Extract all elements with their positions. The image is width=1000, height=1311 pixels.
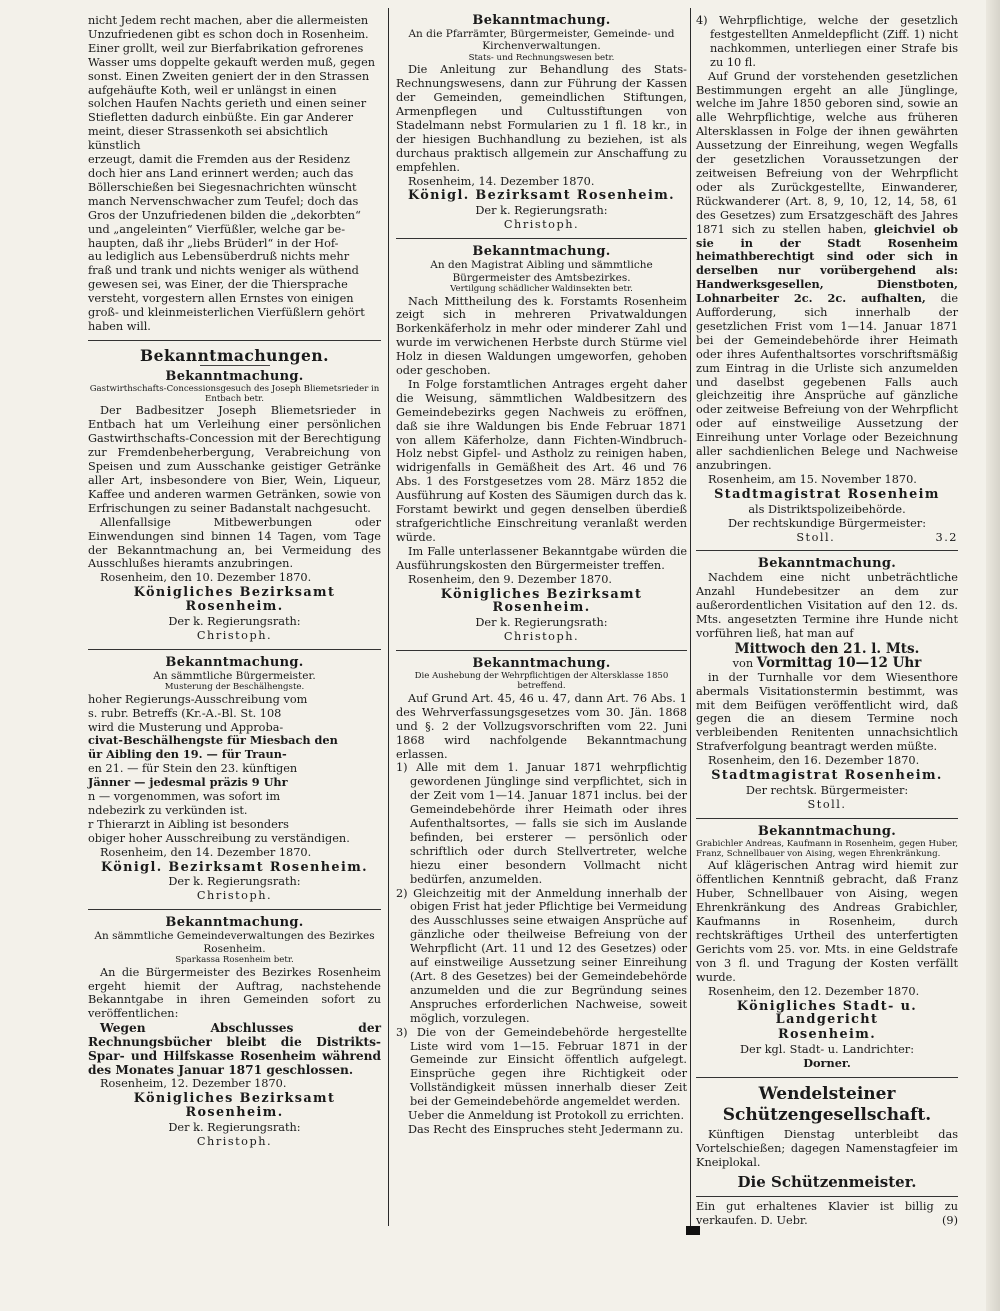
text-line: wird die Musterung und Approba- <box>88 720 284 734</box>
notice-official: Der k. Regierungsrath: <box>168 1120 301 1134</box>
notice-forest-insects <box>396 245 687 644</box>
notice-signature: Christoph. <box>196 628 273 642</box>
ad-shooting-club <box>696 1084 958 1193</box>
notice-emphasis <box>696 654 958 671</box>
notice-official: Der k. Regierungsrath: <box>475 204 608 218</box>
notice-date: Rosenheim, den 14. Dezember 1870. <box>100 845 312 859</box>
notice-dogs <box>696 557 958 811</box>
text-line: obiger hoher Ausschreibung zu verständigen. <box>88 831 350 845</box>
page-edge <box>986 0 1000 1311</box>
ad-number: (9) <box>941 1213 958 1227</box>
notice-subject: Sparkassa Rosenheim betr. <box>175 955 294 966</box>
text-line: Gros der Unzufriedenen bilden die „dekorbten“ <box>88 208 361 222</box>
notice-accounting <box>396 14 687 232</box>
notice-signature <box>696 531 958 545</box>
text-line: haupten, daß ihr „liebs Brüderl“ in der Hof- <box>88 236 339 250</box>
notice-title: Bekanntmachung. <box>472 244 611 260</box>
notice-body: Wegen Abschlusses der Rechnungsbücher bleibt die Distrikts-Spar- und Hilfskasse Rosenheim während des Monates Januar 1871 geschlossen. <box>88 1021 381 1078</box>
text-line: und „angeleinten“ Vierfüßler, welche gar be- <box>88 222 346 236</box>
text-line: groß- und kleinmeisterlichen Vierfüßlern gehört <box>88 306 365 320</box>
notice-authority: Königliches Stadt- u. Landgericht <box>736 998 918 1028</box>
list-item: 2) Gleichzeitig mit der Anmeldung innerhalb der obigen Frist hat jeder Pflichtige bei Vermeidung des Ausschlusses seine etwaigen Ansprüche auf gänzliche oder theilweise Befreiung von der Wehrpflicht (Art. 11 und 12 des Gesetzes) oder auf einstweilige Aussetzung seiner Einreihung (Art. 8 des Gesetzes) bei der Gemeindebehörde anzumelden und die zur Begründung seines Anspruches erforderlichen Nachweise, soweit möglich, vorzulegen. <box>396 886 687 1025</box>
notice-subject: Gastwirthschafts-Concessionsgesuch des Joseph Bliemetsrieder in Entbach betr. <box>89 383 380 405</box>
text-line: en 21. — für Stein den 23. künftigen <box>88 762 298 776</box>
notice-body-part: Auf Grund der vorstehenden gesetzlichen Bestimmungen ergeht an alle Jünglinge, welche im Jahre 1850 geboren sind, sowie an alle Wehrpflichtige, welche aus früheren Altersklassen in Folge der ihnen gewährten Aussetzung der Einreihung, wegen Wegfalls der gesetzlichen Voraussetzungen der zeitweisen Befreiung von der Wehrpflicht oder als Zurückgestellte, Einwanderer, Rückwanderer (Art. 8, 9, 10, 12, 14, 58, 61 des Gesetzes) zum Ersatzgeschäft des Jahres 1871 sich zu stellen haben, <box>696 69 958 236</box>
notice-body: Im Falle unterlassener Bekanntgabe würden die Ausführungskosten den Bürgermeister treffen. <box>396 544 687 572</box>
notice-conscription <box>396 657 687 1137</box>
separator <box>696 1196 958 1197</box>
ad-title: Wendelsteiner Schützengesellschaft. <box>722 1084 932 1126</box>
notice-title: Bekanntmachung. <box>757 823 897 839</box>
ad-piano-text: Ein gut erhaltenes Klavier ist billig zu verkaufen. D. Uebr. <box>696 1199 958 1227</box>
text-line: n — vorgenommen, was sofort im <box>88 790 281 804</box>
column-2 <box>396 14 687 1137</box>
column-1 <box>88 14 381 1151</box>
text-line: Unzufriedenen gibt es schon doch in Rosenheim. <box>88 27 369 41</box>
notice-body: Nachdem eine nicht unbeträchtliche Anzahl Hundebesitzer an dem zur außerordentlichen Visitation auf den 12. ds. Mts. angesetzten Termine ihre Hunde nicht vorführen ließ, hat man auf <box>696 571 958 640</box>
notice-title: Bekanntmachung. <box>165 915 304 931</box>
notice-body-part: die Aufforderung, sich innerhalb der gesetzlichen Frist vom 1—14. Januar 1871 bei der Gemeindebehörde ihrer Heimath oder ihres Aufenthaltsortes vorschriftsmäßig zum Eintrag in die Urliste sich anzumelden und daselbst gegebenen Falls auch gleichzeitig ihre Ansprüche auf gänzliche oder zeitweise Befreiung von der Wehrpflicht oder auf einstweilige Aussetzung der Einreihung unter Vorlage oder Bezeichnung aller sachdienlichen Belege und Nachweise anzubringen. <box>696 292 958 472</box>
text-line: doch hier ans Land erinnert werden; auch das <box>88 166 354 180</box>
text-line: hoher Regierungs-Ausschreibung vom <box>88 692 308 706</box>
notice-date: Rosenheim, den 16. Dezember 1870. <box>708 754 920 768</box>
notice-authority: Stadtmagistrat Rosenheim. <box>711 768 943 784</box>
notice-court <box>696 825 958 1071</box>
text-line: ür Aibling den 19. — für Traun- <box>88 747 287 762</box>
text-line: Böllerschießen bei Siegesnachrichten wünscht <box>88 180 357 194</box>
notice-date: Rosenheim, am 15. November 1870. <box>708 472 917 486</box>
notice-official: Der k. Regierungsrath: <box>475 616 608 630</box>
text-line: s. rubr. Betreffs (Kr.-A.-Bl. St. 108 <box>88 706 282 720</box>
separator <box>396 650 687 651</box>
section-title: Bekanntmachungen. <box>140 345 329 365</box>
notice-title: Bekanntmachung. <box>472 656 611 672</box>
text-line: Stiefletten dadurch einbüßte. Ein gar Anderer <box>88 111 354 125</box>
emphasis-time: Vormittag 10—12 Uhr <box>756 654 922 671</box>
notice-authority: Königl. Bezirksamt Rosenheim. <box>407 188 676 204</box>
notice-authority: Rosenheim. <box>777 1027 877 1043</box>
ad-text <box>696 1200 958 1228</box>
notice-subject: Die Aushebung der Wehrpflichtigen der Altersklasse 1850 betreffend. <box>414 671 669 692</box>
notice-subject: Vertilgung schädlicher Waldinsekten betr. <box>450 284 633 295</box>
notice-authority: Königl. Bezirksamt Rosenheim. <box>100 859 369 875</box>
text-line: aufgehäufte Koth, weil er unlängst in einen <box>88 83 337 97</box>
ad-signature: Die Schützenmeister. <box>737 1172 917 1191</box>
notice-signature: Christoph. <box>196 889 273 903</box>
notice-authority-sub: als Distriktspolizeibehörde. <box>748 502 906 516</box>
notice-title: Bekanntmachung. <box>757 556 897 572</box>
notice-addressee: An sämmtliche Bürgermeister. <box>153 669 316 682</box>
notice-date: Rosenheim, den 12. Dezember 1870. <box>708 984 920 998</box>
text-line: civat-Beschälhengste für Miesbach den <box>88 733 338 748</box>
notice-body: An die Bürgermeister des Bezirkes Rosenheim ergeht hiemit der Auftrag, nachstehende Bekanntgabe in ihren Gemeinden sofort zu veröffentlichen: <box>88 965 381 1021</box>
notice-body: Auf Grund Art. 45, 46 u. 47, dann Art. 76 Abs. 1 des Wehrverfassungsgesetzes vom 30. Jän. 1868 und §. 2 der Vollzugsvorschriften vom 22. Juni 1868 wird nachfolgende Bekanntmachung erlassen. <box>396 691 687 761</box>
notice-body: Auf klägerischen Antrag wird hiemit zur öffentlichen Kenntniß gebracht, daß Franz Huber, Schnellbauer von Aising, wegen Ehrenkränkung des Andreas Grabichler, Kaufmanns in Rosenheim, durch rechtskräftiges Urtheil des unterfertigten Gerichts vom 25. vor. Mts. in eine Geldstrafe von 3 fl. und Tragung der Kosten verfällt wurde. <box>696 859 958 984</box>
notice-signature: Dorner. <box>803 1056 851 1071</box>
notice-authority: Königliches Bezirksamt Rosenheim. <box>440 586 643 616</box>
text-line: fraß und trank und nichts weniger als wüthend <box>88 264 359 278</box>
notice-body: Die Anleitung zur Behandlung des Stats- Rechnungswesens, dann zur Führung der Kassen der Gemeinden, gemeindlichen Stiftungen, Armenpflegen und Cultusstiftungen von Stadelmann nebst Formularien zu 1 fl. 18 kr., in der hiesigen Buchhandlung zu beziehen, ist als durchaus praktisch allgemein zur Anschaffung zu empfehlen. <box>396 63 687 174</box>
separator <box>696 1077 958 1078</box>
column-3 <box>696 14 958 1228</box>
notice-savings-bank <box>88 916 381 1148</box>
column-rule <box>690 8 691 1226</box>
notice-subject: Grabichler Andreas, Kaufmann in Rosenheim, gegen Huber, Franz, Schnellbauer von Aising, wegen Ehrenkränkung. <box>696 838 958 860</box>
notice-date: Rosenheim, den 9. Dezember 1870. <box>408 572 613 586</box>
notice-signature: Stoll. <box>807 797 847 811</box>
notice-body: Allenfallsige Mitbewerbungen oder Einwendungen sind binnen 14 Tagen, vom Tage der Bekanntmachung an, bei Vermeidung des Ausschlußes hieramts anzubringen. <box>88 515 381 571</box>
text-line: ndebezirk zu verkünden ist. <box>88 803 248 817</box>
separator <box>696 818 958 819</box>
notice-body: Ueber die Anmeldung ist Protokoll zu errichten. <box>408 1109 685 1123</box>
separator <box>88 909 381 910</box>
emphasis-prefix: von <box>732 656 754 670</box>
text-line: meint, dieser Strassenkoth sei absichtlich künstlich <box>88 125 329 153</box>
text-line: versteht, vorgestern allen Ernstes von einigen <box>88 292 354 306</box>
notice-body: Das Recht des Einspruches steht Jedermann zu. <box>408 1122 684 1136</box>
column-rule <box>388 8 389 1226</box>
list-item: 3) Die von der Gemeindebehörde hergestellte Liste wird vom 1—15. Februar 1871 in der Gemeinde zur Einsicht öffentlich aufgelegt. Einsprüche gegen ihre Richtigkeit oder Vollständigkeit müssen innerhalb dieser Zeit bei der Gemeindebehörde angemeldet werden. <box>396 1025 687 1109</box>
notice-date: Rosenheim, 14. Dezember 1870. <box>408 174 595 188</box>
ad-piano <box>696 1200 958 1228</box>
notice-signature: Christoph. <box>503 218 580 232</box>
notice-emphasis: Mittwoch den 21. l. Mts. <box>734 640 920 657</box>
list-item: 4) Wehrpflichtige, welche der gesetzlich festgestellten Anmeldepflicht (Ziff. 1) nicht nachkommen, unterliegen einer Strafe bis zu 10 fl. <box>696 14 958 69</box>
notice-signature: Christoph. <box>196 1134 273 1148</box>
notice-subject: Stats- und Rechnungswesen betr. <box>468 52 615 63</box>
text-line: sonst. Einen Zweiten geniert der in den Strassen <box>88 69 370 83</box>
notice-body: In Folge forstamtlichen Antrages ergeht daher die Weisung, sämmtlichen Waldbesitzern des Gemeindebezirks gegen Nachweis zu eröffnen, daß sie ihre Waldungen bis Ende Februar 1871 von allem Käferholze, dann Fichten-Windbruch-Holz nebst Gipfel- und Astholz zu reinigen haben, widrigenfalls in Gemäßheit des Art. 46 und 76 Abs. 1 des Forstgesetzes vom 28. März 1852 die Ausführung auf Kosten des Säumigen durch das k. Forstamt bewirkt und gegen denselben überdieß strafgerichtliche Einschreitung veranlaßt werden würde. <box>396 377 687 544</box>
text-line: au lediglich aus Lebensüberdruß nichts mehr <box>88 250 350 264</box>
notice-authority: Königliches Bezirksamt Rosenheim. <box>133 585 336 615</box>
ad-body: Künftigen Dienstag unterbleibt das Vortelschießen; dagegen Namenstagfeier im Kneiplokal. <box>696 1128 958 1169</box>
notice-addressee: An die Pfarrämter, Bürgermeister, Gemeinde- und Kirchenverwaltungen. <box>408 27 675 53</box>
text-line: Einer grollt, weil zur Bierfabrikation gefrorenes <box>88 41 364 55</box>
reference-number: 3.2 <box>935 530 958 544</box>
separator <box>88 649 381 650</box>
text-line: Wasser ums doppelte gekauft werden muß, gegen <box>88 55 376 69</box>
notice-signature: Christoph. <box>503 630 580 644</box>
text-line: Jänner — jedesmal präzis 9 Uhr <box>88 775 288 790</box>
notice-date: Rosenheim, 12. Dezember 1870. <box>100 1077 287 1091</box>
text-line: nicht Jedem recht machen, aber die allermeisten <box>88 14 369 27</box>
notice-official: Der k. Regierungsrath: <box>168 615 301 629</box>
text-line: solchen Haufen Nachts gerieth und einen seiner <box>88 97 367 111</box>
notice-authority: Stadtmagistrat Rosenheim <box>714 486 940 502</box>
notice-body <box>696 70 958 473</box>
article-continuation <box>88 14 381 334</box>
notice-date: Rosenheim, den 10. Dezember 1870. <box>100 571 312 585</box>
notice-addressee: An den Magistrat Aibling und sämmtliche Bürgermeister des Amtsbezirkes. <box>430 259 653 284</box>
notice-title: Bekanntmachung. <box>472 13 611 28</box>
notice-official: Der k. Regierungsrath: <box>168 875 301 889</box>
notice-conscription-continued <box>696 14 958 544</box>
notice-addressee: An sämmtliche Gemeindeverwaltungen des Bezirkes Rosenheim. <box>94 930 375 955</box>
text-line: manch Nervenschwacher zum Teufel; doch das <box>88 194 359 208</box>
notice-concession <box>88 370 381 643</box>
separator <box>696 550 958 551</box>
list-item: 1) Alle mit dem 1. Januar 1871 wehrpflichtig gewordenen Jünglinge sind verpflichtet, sich in der Zeit vom 1—14. Januar 1871 inclus. bei der Gemeindebehörde ihrer Heimath oder ihres Aufenthaltsortes, — falls sie sich im Auslande befinden, bei ersterer — persönlich oder schriftlich oder durch Stellvertreter, welche hiezu einer besondern Vollmacht nicht bedürfen, anzumelden. <box>396 761 687 886</box>
notice-subject: Musterung der Beschälhengste. <box>164 682 305 693</box>
text-line: r Thierarzt in Aibling ist besonders <box>88 817 289 831</box>
notice-body: Nach Mittheilung des k. Forstamts Rosenheim zeigt sich in mehreren Privatwaldungen Borkenkäferholz in mehr oder minderer Zahl und wurde im verwichenen Herbste durch Stürme viel Holz in diesen Waldungen umgeworfen, gehoben oder geschoben. <box>396 294 687 378</box>
text-line: gewesen sei, was Einer, der die Thiersprache <box>88 278 348 292</box>
separator <box>396 238 687 239</box>
text-line: haben will. <box>88 319 151 333</box>
short-rule <box>200 365 270 366</box>
text-line: erzeugt, damit die Fremden aus der Residenz <box>88 153 350 167</box>
notice-authority: Königliches Bezirksamt Rosenheim. <box>133 1091 336 1121</box>
notice-official: Der kgl. Stadt- u. Landrichter: <box>739 1043 915 1057</box>
notice-stallions <box>88 656 381 903</box>
notice-official: Der rechtskundige Bürgermeister: <box>727 516 927 530</box>
notice-title: Bekanntmachung. <box>165 368 304 384</box>
notice-official: Der rechtsk. Bürgermeister: <box>745 783 909 797</box>
signature-name: Stoll. <box>796 530 836 544</box>
separator <box>88 340 381 341</box>
notice-title: Bekanntmachung. <box>165 654 304 670</box>
notice-body: in der Turnhalle vor dem Wiesenthore abermals Visitationstermin bestimmt, was mit dem Beifügen veröffentlicht wird, daß gegen die an diesem Termine noch verbleibenden Renitenten unnachsichtlich Strafverfolgung beantragt werden müßte. <box>696 670 958 754</box>
notice-body: Der Badbesitzer Joseph Bliemetsrieder in Entbach hat um Verleihung einer persönlichen Gastwirthschafts-Concession mit der Berechtigung zur Fremdenbeherbergung, Verabreichung von Speisen und zum Ausschanke geistiger Getränke aller Art, insbesondere von Bier, Wein, Liqueur, Kaffee und anderen warmen Getränken, sowie von Erfrischungen zu seiner Badanstalt nachgesucht. <box>88 404 381 515</box>
notice-body-bold: gleichviel ob sie in der Stadt Rosenheim heimathberechtigt sind oder sich in derselben nur vorübergehend als: Handwerksgesellen, Dienstboten, Lohnarbeiter 2c. 2c. aufhalten, <box>696 221 958 306</box>
